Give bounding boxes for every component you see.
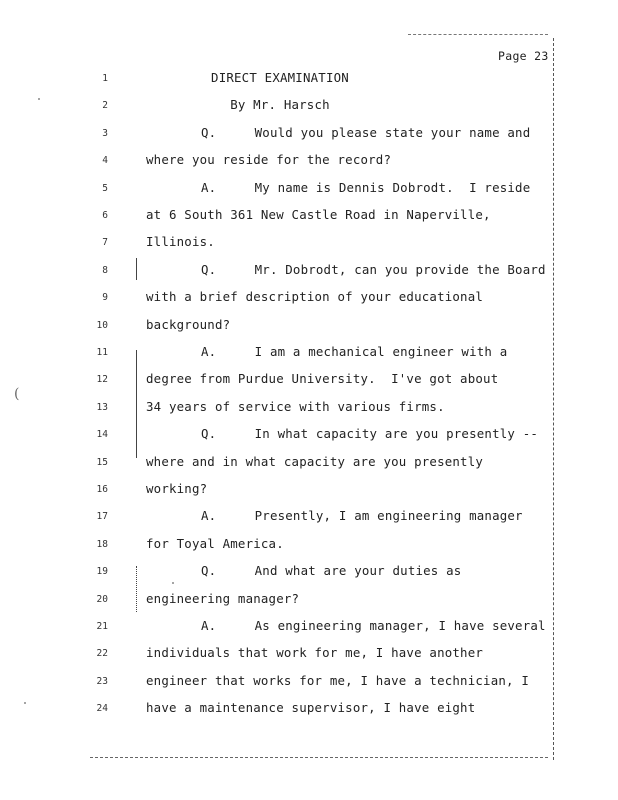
transcript-line — [0, 262, 560, 282]
line-text: Illinois. — [146, 234, 215, 250]
line-number: 24 — [96, 703, 108, 715]
line-number: 2 — [102, 100, 108, 112]
transcript-line — [0, 618, 560, 638]
transcript-line — [0, 371, 560, 391]
transcript-line — [0, 97, 560, 117]
transcript-line — [0, 344, 560, 364]
line-number: 17 — [96, 511, 108, 523]
line-number: 15 — [96, 456, 108, 468]
line-text: engineering manager? — [146, 590, 300, 606]
transcript-line — [0, 645, 560, 665]
transcript-line — [0, 152, 560, 172]
line-number: 10 — [96, 319, 108, 331]
line-text: where and in what capacity are you presently — [146, 453, 484, 469]
line-text: A. I am a mechanical engineer with a — [201, 344, 508, 359]
line-text: Q. In what capacity are you presently -- — [201, 426, 539, 442]
line-text: have a maintenance supervisor, I have eight — [146, 700, 476, 716]
line-number: 19 — [96, 566, 108, 578]
transcript-line — [0, 700, 560, 720]
line-text: individuals that work for me, I have another — [146, 645, 484, 661]
transcript-line — [0, 207, 560, 227]
transcript-line — [0, 536, 560, 556]
line-text: degree from Purdue University. I've got about — [146, 371, 499, 387]
line-text: 34 years of service with various firms. — [146, 398, 445, 414]
transcript-line — [0, 234, 560, 254]
transcript-line — [0, 317, 560, 337]
transcript-line — [0, 563, 560, 583]
scan-artifact-margin: ( — [14, 386, 20, 402]
transcript-line — [0, 591, 560, 611]
line-number: 8 — [102, 264, 108, 276]
transcript-line — [0, 70, 560, 90]
transcript-line — [0, 180, 560, 200]
page-number: Page 23 — [498, 49, 549, 63]
line-number: 1 — [102, 73, 108, 84]
line-number: 18 — [96, 538, 108, 550]
line-number: 20 — [96, 593, 108, 605]
line-text: for Toyal America. — [146, 535, 284, 551]
line-number: 4 — [102, 155, 108, 167]
line-number: 16 — [96, 484, 108, 495]
line-number: 13 — [96, 401, 108, 413]
line-text: engineer that works for me, I have a technician, I — [146, 672, 529, 688]
line-text: working? — [146, 481, 208, 496]
scan-artifact-top — [408, 34, 548, 35]
line-text: with a brief description of your educational — [146, 289, 484, 305]
line-number: 11 — [96, 347, 108, 358]
line-text: Q. Would you please state your name and — [201, 124, 531, 140]
line-text: A. As engineering manager, I have several — [201, 618, 546, 633]
line-text: at 6 South 361 New Castle Road in Naperville, — [146, 207, 491, 222]
transcript-line — [0, 399, 560, 419]
line-number: 6 — [102, 210, 108, 221]
line-number: 12 — [96, 374, 108, 386]
transcript-line — [0, 289, 560, 309]
line-number: 22 — [96, 648, 108, 660]
transcript-line — [0, 125, 560, 145]
line-number: 23 — [96, 675, 108, 687]
line-number: 21 — [96, 621, 108, 632]
line-number: 5 — [102, 182, 108, 194]
transcript-line — [0, 673, 560, 693]
transcript-line — [0, 481, 560, 501]
line-text: where you reside for the record? — [146, 152, 392, 168]
transcript-line — [0, 508, 560, 528]
line-text: A. My name is Dennis Dobrodt. I reside — [201, 179, 531, 195]
line-text: A. Presently, I am engineering manager — [201, 508, 523, 524]
line-number: 14 — [96, 429, 108, 441]
line-number: 7 — [102, 237, 108, 249]
section-heading: DIRECT EXAMINATION — [211, 70, 349, 85]
line-text: Q. And what are your duties as — [201, 563, 462, 579]
section-heading: By Mr. Harsch — [230, 97, 330, 113]
transcript-line — [0, 454, 560, 474]
line-number: 9 — [102, 292, 108, 304]
line-number: 3 — [102, 127, 108, 139]
line-text: background? — [146, 316, 231, 332]
transcript-line — [0, 426, 560, 446]
line-text: Q. Mr. Dobrodt, can you provide the Board — [201, 261, 546, 277]
page-footer-rule — [90, 757, 548, 758]
